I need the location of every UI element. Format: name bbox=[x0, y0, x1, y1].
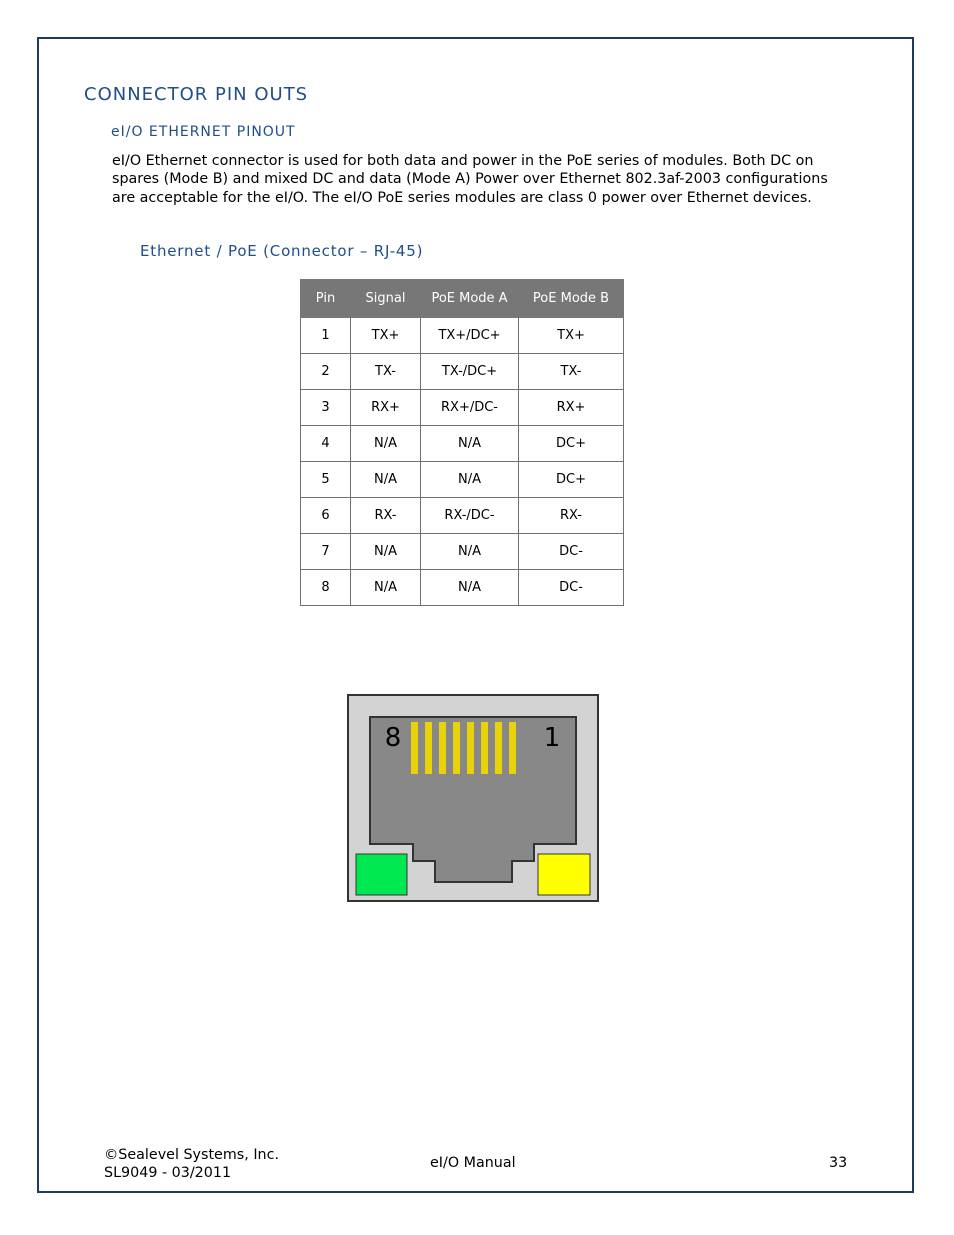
cell-pin: 7 bbox=[301, 534, 351, 570]
footer-copyright-block bbox=[104, 1146, 279, 1182]
link-led-green bbox=[356, 854, 407, 895]
table-row bbox=[301, 570, 624, 606]
table-row bbox=[301, 462, 624, 498]
cell-pin: 4 bbox=[301, 426, 351, 462]
activity-led-yellow bbox=[538, 854, 590, 895]
cell-mode-b: TX+ bbox=[519, 318, 624, 354]
footer-copyright: ©Sealevel Systems, Inc. bbox=[104, 1147, 280, 1163]
page-border bbox=[37, 37, 914, 1193]
cell-pin: 8 bbox=[301, 570, 351, 606]
table-row bbox=[301, 426, 624, 462]
cell-mode-a: TX-/DC+ bbox=[421, 354, 519, 390]
table-header-row bbox=[301, 280, 624, 318]
cell-pin: 6 bbox=[301, 498, 351, 534]
cell-signal: TX- bbox=[351, 354, 421, 390]
cell-signal: RX- bbox=[351, 498, 421, 534]
cell-signal: N/A bbox=[351, 534, 421, 570]
footer-manual-name: eI/O Manual bbox=[430, 1155, 516, 1171]
description-paragraph: eI/O Ethernet connector is used for both data and power in the PoE series of modules. Both DC on spares (Mode B) and mixed DC and data (Mode A) Power over Ethernet 802.3af-2003 configurations are acceptable for the eI/O. The eI/O PoE series modules are class 0 power over Ethernet devices. bbox=[112, 153, 828, 206]
cell-mode-a: RX+/DC- bbox=[421, 390, 519, 426]
footer-page-number: 33 bbox=[829, 1155, 848, 1171]
cell-mode-b: RX+ bbox=[519, 390, 624, 426]
contact-pin bbox=[425, 722, 432, 774]
cell-pin: 5 bbox=[301, 462, 351, 498]
contact-pin bbox=[453, 722, 460, 774]
cell-mode-b: DC+ bbox=[519, 462, 624, 498]
cell-mode-a: N/A bbox=[421, 534, 519, 570]
cell-mode-b: DC- bbox=[519, 570, 624, 606]
contact-pin bbox=[509, 722, 516, 774]
pin-8-label: 8 bbox=[384, 723, 402, 753]
table-row bbox=[301, 498, 624, 534]
cell-mode-a: TX+/DC+ bbox=[421, 318, 519, 354]
cell-signal: TX+ bbox=[351, 318, 421, 354]
contact-pin bbox=[495, 722, 502, 774]
cell-pin: 2 bbox=[301, 354, 351, 390]
subsection-title: eI/O ETHERNET PINOUT bbox=[111, 124, 296, 140]
table-row bbox=[301, 534, 624, 570]
cell-signal: RX+ bbox=[351, 390, 421, 426]
cell-mode-a: RX-/DC- bbox=[421, 498, 519, 534]
contact-pin bbox=[467, 722, 474, 774]
table-caption: Ethernet / PoE (Connector – RJ-45) bbox=[140, 242, 424, 260]
cell-mode-b: DC+ bbox=[519, 426, 624, 462]
cell-signal: N/A bbox=[351, 426, 421, 462]
header-pin: Pin bbox=[301, 280, 351, 318]
table-row bbox=[301, 318, 624, 354]
contact-pin bbox=[439, 722, 446, 774]
contact-pin bbox=[411, 722, 418, 774]
header-signal: Signal bbox=[351, 280, 421, 318]
rj45-connector-diagram bbox=[347, 694, 599, 902]
cell-mode-a: N/A bbox=[421, 462, 519, 498]
cell-signal: N/A bbox=[351, 462, 421, 498]
cell-pin: 1 bbox=[301, 318, 351, 354]
cell-mode-a: N/A bbox=[421, 426, 519, 462]
table-row bbox=[301, 354, 624, 390]
header-poe-mode-a: PoE Mode A bbox=[421, 280, 519, 318]
cell-mode-b: RX- bbox=[519, 498, 624, 534]
section-title: CONNECTOR PIN OUTS bbox=[84, 84, 309, 105]
footer-doc-number: SL9049 - 03/2011 bbox=[104, 1165, 232, 1181]
cell-pin: 3 bbox=[301, 390, 351, 426]
pin-1-label: 1 bbox=[543, 723, 561, 753]
cell-mode-b: DC- bbox=[519, 534, 624, 570]
header-poe-mode-b: PoE Mode B bbox=[519, 280, 624, 318]
table-row bbox=[301, 390, 624, 426]
cell-mode-b: TX- bbox=[519, 354, 624, 390]
cell-mode-a: N/A bbox=[421, 570, 519, 606]
contact-pin bbox=[481, 722, 488, 774]
cell-signal: N/A bbox=[351, 570, 421, 606]
pinout-table bbox=[300, 279, 624, 606]
